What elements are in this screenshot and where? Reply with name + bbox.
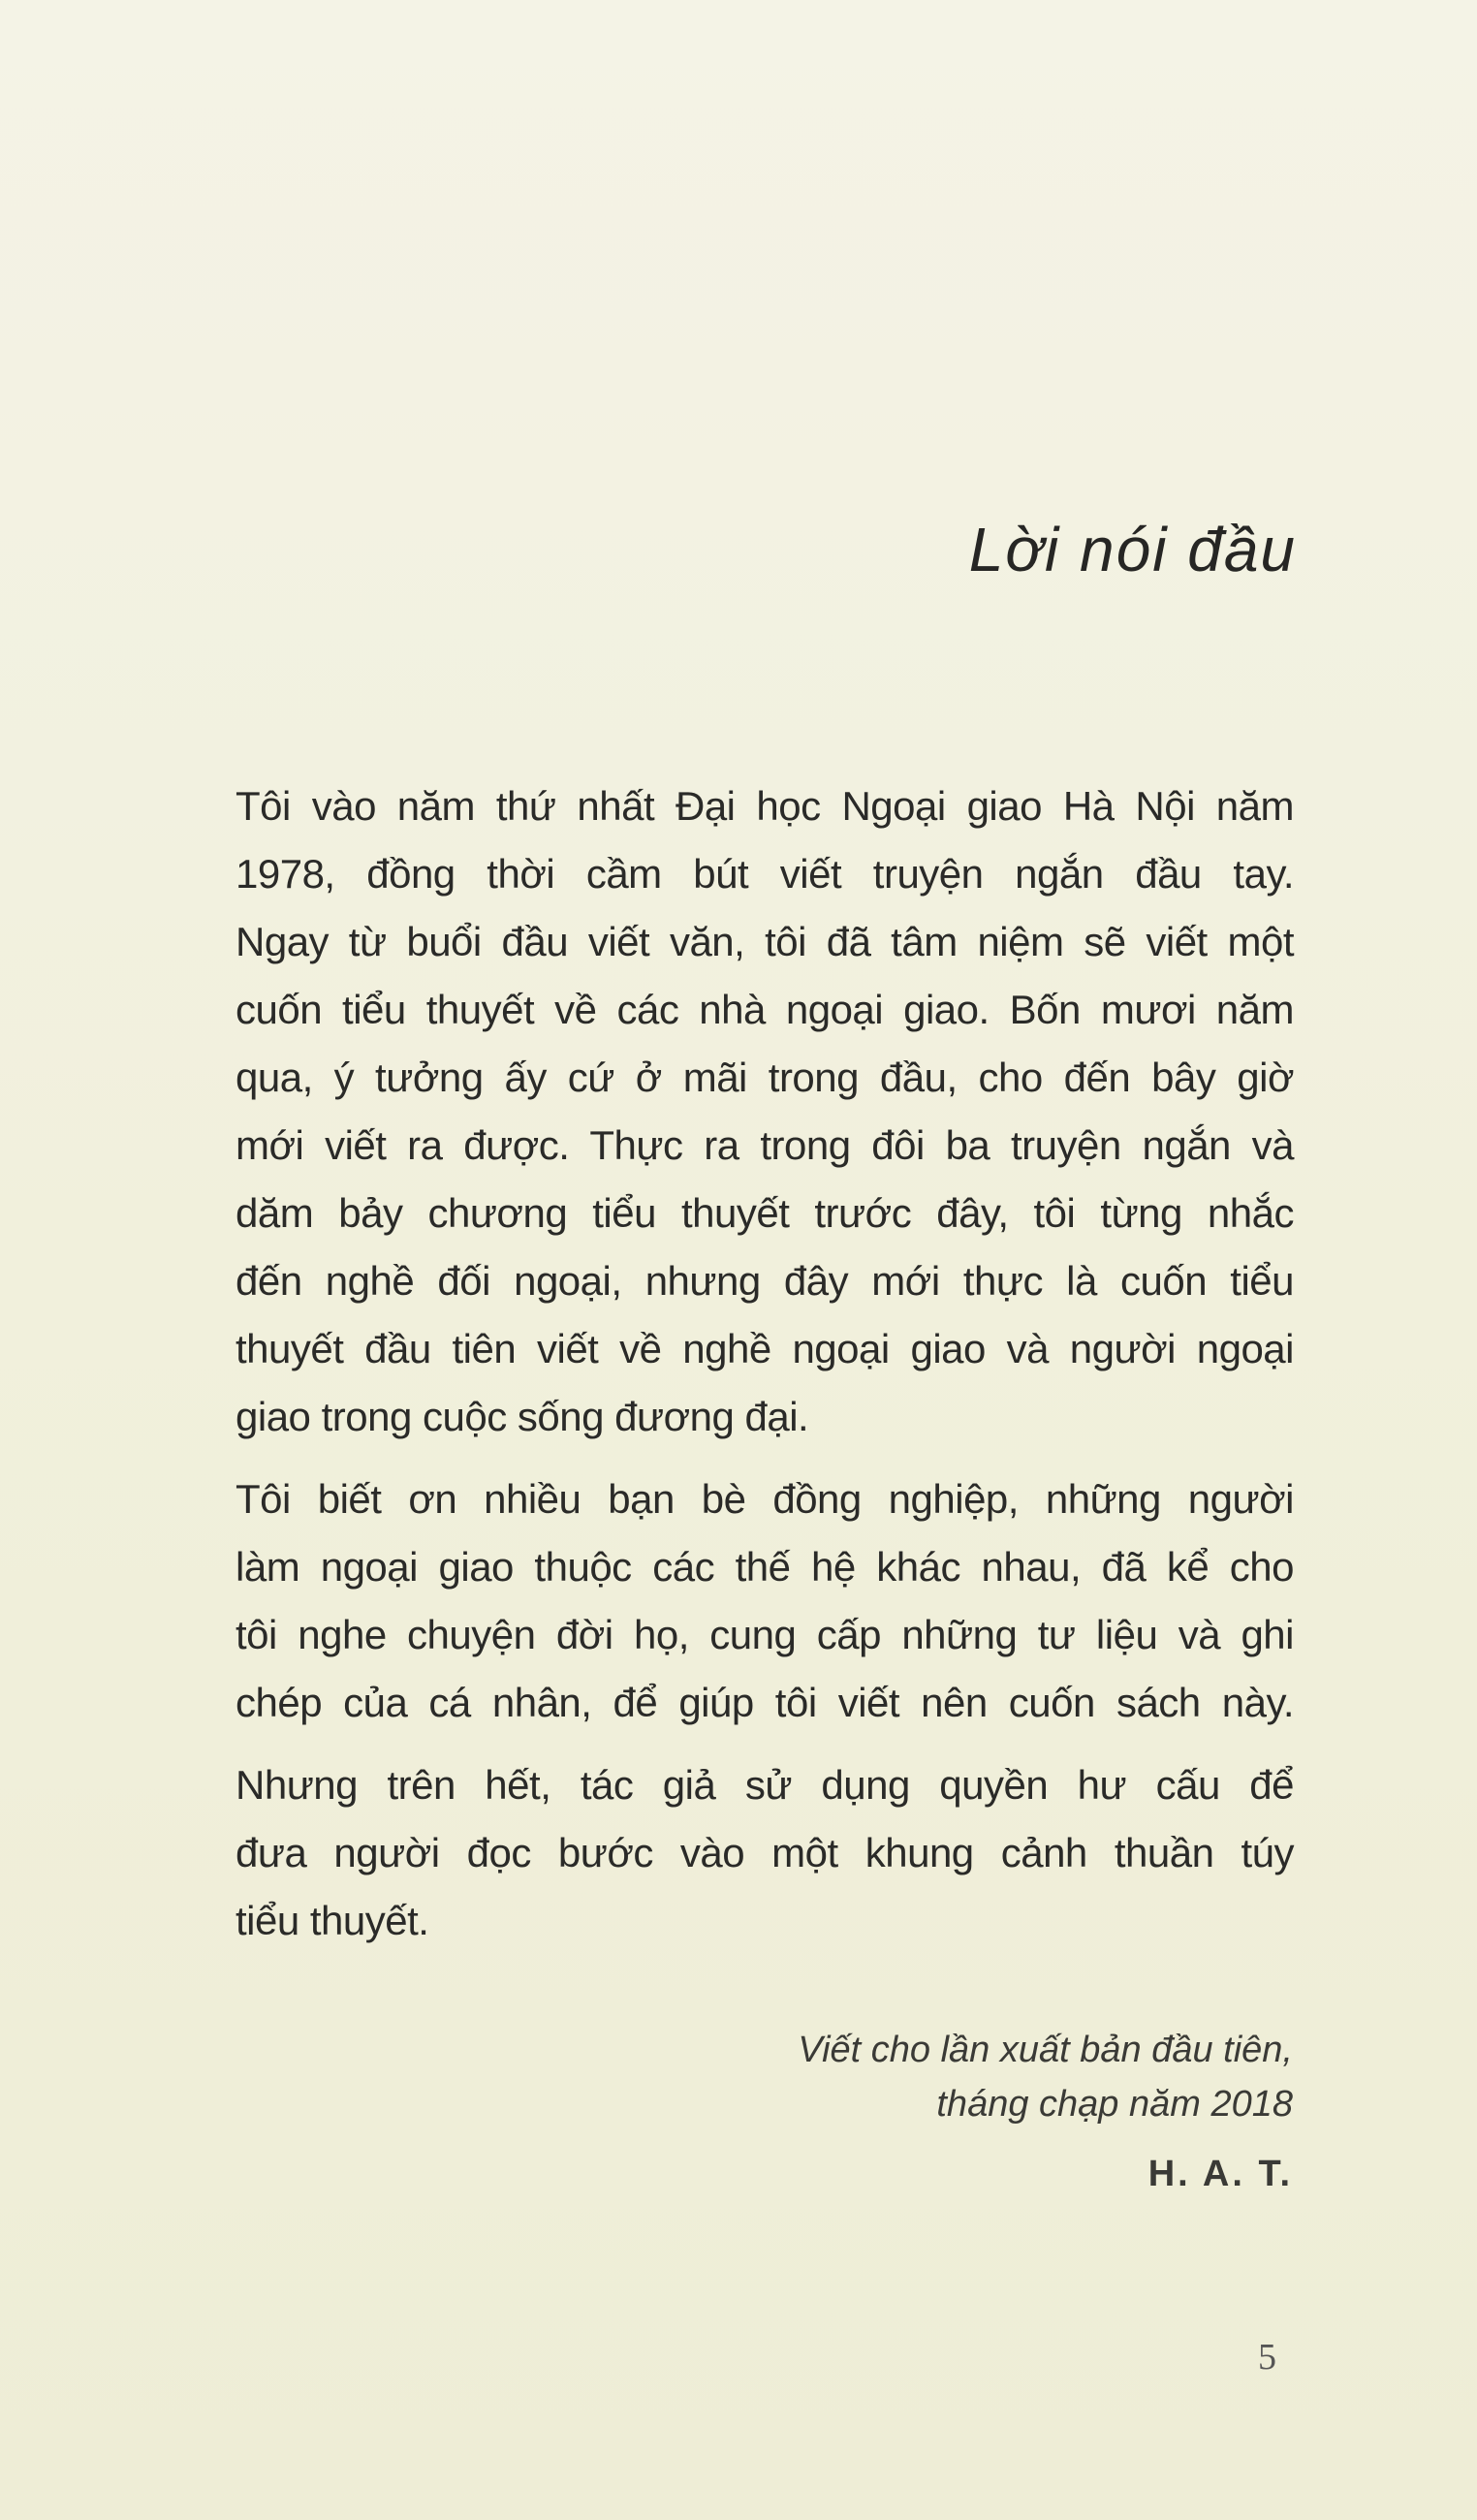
text-line: mới viết ra được. Thực ra trong đôi ba truyện ngắn và [236, 1122, 1294, 1168]
signature-note: Viết cho lần xuất bản đầu tiên, [798, 2030, 1293, 2070]
text-line: Tôi vào năm thứ nhất Đại học Ngoại giao Hà Nội năm [236, 783, 1294, 829]
signature-initials: H. A. T. [1147, 2154, 1293, 2194]
text-line: 1978, đồng thời cầm bút viết truyện ngắn đầu tay. [236, 851, 1294, 897]
text-line: chép của cá nhân, để giúp tôi viết nên cuốn sách này. [236, 1680, 1294, 1725]
text-line: Ngay từ buổi đầu viết văn, tôi đã tâm niệm sẽ viết một [236, 919, 1294, 964]
text-line: cuốn tiểu thuyết về các nhà ngoại giao. Bốn mươi năm [236, 987, 1294, 1032]
page-number: 5 [1258, 2337, 1276, 2378]
text-line: giao trong cuộc sống đương đại. [236, 1394, 809, 1439]
text-line: thuyết đầu tiên viết về nghề ngoại giao và người ngoại [236, 1326, 1294, 1371]
paragraph-1 [236, 772, 1294, 1451]
text-line: làm ngoại giao thuộc các thế hệ khác nhau, đã kể cho [236, 1544, 1294, 1590]
text-line: Tôi biết ơn nhiều bạn bè đồng nghiệp, những người [236, 1476, 1294, 1522]
text-line: đưa người đọc bước vào một khung cảnh thuần túy [236, 1830, 1294, 1875]
text-line: dăm bảy chương tiểu thuyết trước đây, tôi từng nhắc [236, 1190, 1294, 1236]
text-line: qua, ý tưởng ấy cứ ở mãi trong đầu, cho đến bây giờ [236, 1055, 1294, 1100]
text-line: tôi nghe chuyện đời họ, cung cấp những tư liệu và ghi [236, 1612, 1294, 1657]
text-line: đến nghề đối ngoại, nhưng đây mới thực là cuốn tiểu [236, 1258, 1294, 1304]
page-title: Lời nói đầu [968, 515, 1297, 584]
paragraph-2 [236, 1465, 1294, 1737]
text-line: tiểu thuyết. [236, 1898, 429, 1943]
text-line: Nhưng trên hết, tác giả sử dụng quyền hư cấu để [236, 1762, 1294, 1808]
signature-date: tháng chạp năm 2018 [936, 2084, 1293, 2125]
paragraph-3 [236, 1751, 1294, 1955]
